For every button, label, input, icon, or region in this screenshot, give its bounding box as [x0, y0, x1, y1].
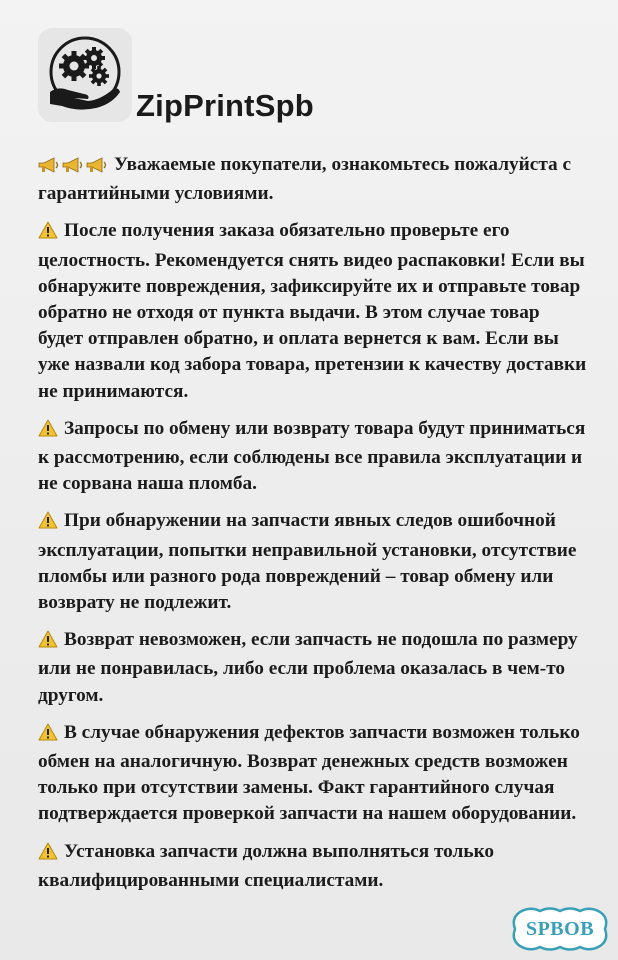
megaphone-icon: [86, 155, 108, 181]
section-paragraph: [38, 720, 588, 828]
warning-icon: [38, 221, 58, 247]
brand-name: ZipPrintSpb: [136, 88, 314, 123]
section-paragraph: [38, 218, 588, 404]
warning-icon: [38, 419, 58, 445]
section-text: Возврат невозможен, если запчасть не подошла по размеру или не понравилась, либо если проблема оказалась в чем-то другом.: [38, 629, 578, 706]
section-text: В случае обнаружения дефектов запчасти возможен только обмен на аналогичную. Возврат денежных средств возможен только при отсутствии замены. Факт гарантийного случая подтверждается проверкой запчасти на нашем оборудовании.: [38, 721, 580, 825]
warning-icon: [38, 723, 58, 749]
warning-icon: [38, 630, 58, 656]
megaphone-icon: [62, 155, 84, 181]
watermark-text: SPBOB: [525, 918, 595, 940]
intro-text: Уважаемые покупатели, ознакомьтесь пожалуйста с гарантийными условиями.: [38, 154, 572, 205]
section-text: Установка запчасти должна выполняться только квалифицированными специалистами.: [38, 840, 495, 891]
gears-hand-icon: [44, 34, 126, 116]
warranty-text: [38, 152, 588, 905]
header: [38, 28, 598, 148]
section-paragraph: [38, 508, 588, 616]
intro-paragraph: [38, 152, 588, 207]
section-paragraph: [38, 416, 588, 498]
section-text: При обнаружении на запчасти явных следов ошибочной эксплуатации, попытки неправильной установки, отсутствие пломбы или разного рода повреждений – товар обмену или возврату не подлежит.: [38, 510, 577, 614]
section-paragraph: [38, 839, 588, 894]
logo: [38, 28, 132, 122]
warning-icon: [38, 842, 58, 868]
megaphone-icon: [38, 155, 60, 181]
watermark-stamp: [510, 906, 610, 952]
warning-icon: [38, 511, 58, 537]
section-text: После получения заказа обязательно проверьте его целостность. Рекомендуется снять видео распаковки! Если вы обнаружите повреждения, зафиксируйте их и отправьте товар обратно не отходя от пункта выдачи. В этом случае товар будет отправлен обратно, и оплата вернется к вам. Если вы уже назвали код забора товара, претензии к качеству доставки не принимаются.: [38, 220, 587, 402]
section-paragraph: [38, 627, 588, 709]
section-text: Запросы по обмену или возврату товара будут приниматься к рассмотрению, если соблюдены все правила эксплуатации и не сорвана наша пломба.: [38, 417, 586, 495]
